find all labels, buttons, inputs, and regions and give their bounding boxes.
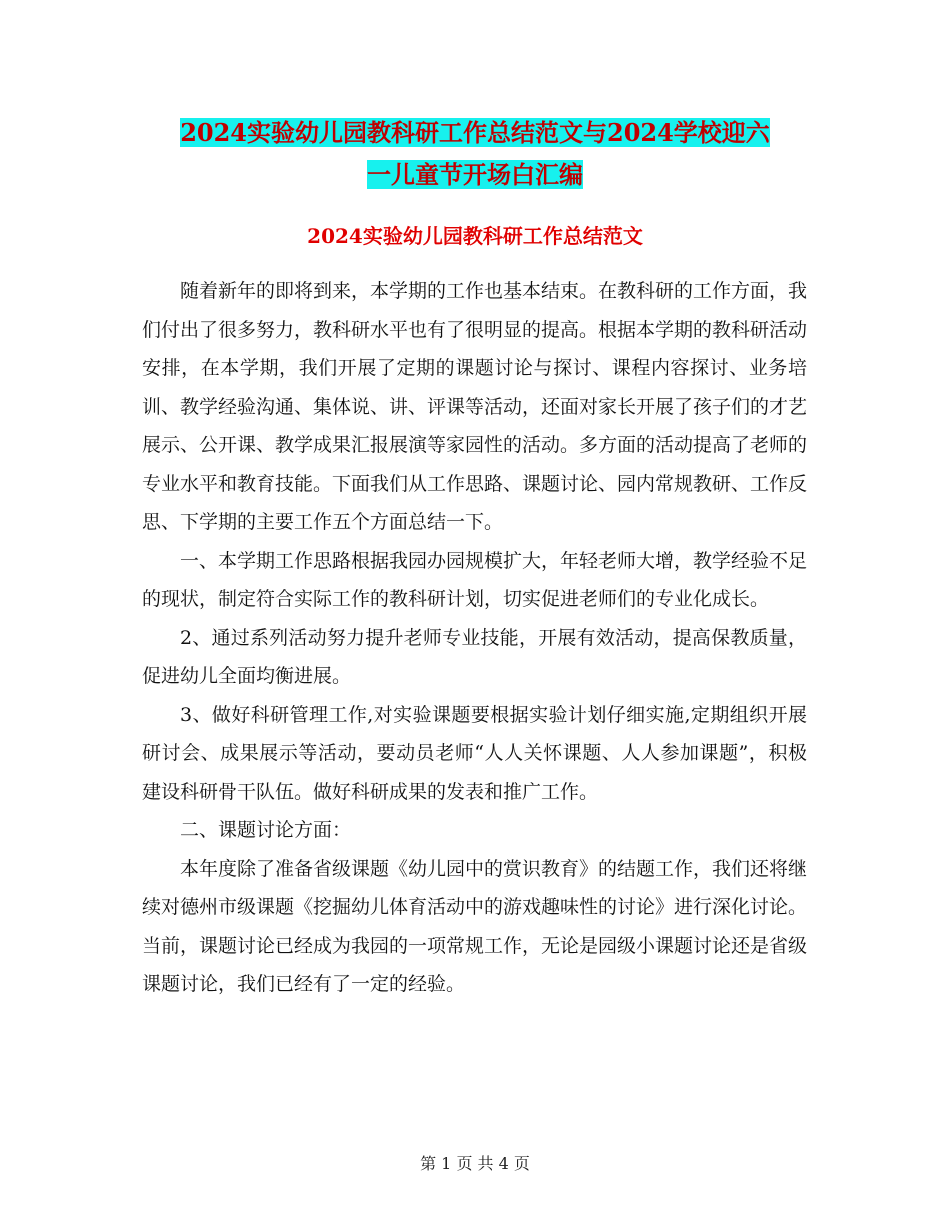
document-title-line-1 [0,111,950,155]
paragraph: 一、本学期工作思路根据我园办园规模扩大，年轻老师大增，教学经验不足的现状，制定符合实际工作的教科研计划，切实促进老师们的专业化成长。 [142,549,808,610]
paragraph: 本年度除了准备省级课题《幼儿园中的赏识教育》的结题工作，我们还将继续对德州市级课题《挖掘幼儿体育活动中的游戏趣味性的讨论》进行深化讨论。当前，课题讨论已经成为我园的一项常规工作，无论是园级小课题讨论还是省级课题讨论，我们已经有了一定的经验。 [142,857,808,995]
title-highlight: 一儿童节开场白汇编 [367,160,583,189]
title-highlight: 2024实验幼儿园教科研工作总结范文与2024学校迎六 [180,118,770,147]
paragraph: 3、做好科研管理工作,对实验课题要根据实验计划仔细实施,定期组织开展研讨会、成果展示等活动，要动员老师“人人关怀课题、人人参加课题”，积极建设科研骨干队伍。做好科研成果的发表和推广工作。 [142,703,807,803]
paragraph: 二、课题讨论方面： [180,819,352,841]
page-footer: 第 1 页 共 4 页 [420,1154,530,1173]
section-title: 2024实验幼儿园教科研工作总结范文 [307,224,643,248]
document-title-line-2 [0,153,950,197]
paragraph: 2、通过系列活动努力提升老师专业技能，开展有效活动，提高保教质量，促进幼儿全面均衡进展。 [142,626,807,687]
body-text [142,272,807,1004]
paragraph: 随着新年的即将到来，本学期的工作也基本结束。在教科研的工作方面，我们付出了很多努力，教科研水平也有了很明显的提高。根据本学期的教科研活动安排，在本学期，我们开展了定期的课题讨论与探讨、课程内容探讨、业务培训、教学经验沟通、集体说、讲、评课等活动，还面对家长开展了孩子们的才艺展示、公开课、教学成果汇报展演等家园性的活动。多方面的活动提高了老师的专业水平和教育技能。下面我们从工作思路、课题讨论、园内常规教研、工作反思、下学期的主要工作五个方面总结一下。 [142,280,808,533]
